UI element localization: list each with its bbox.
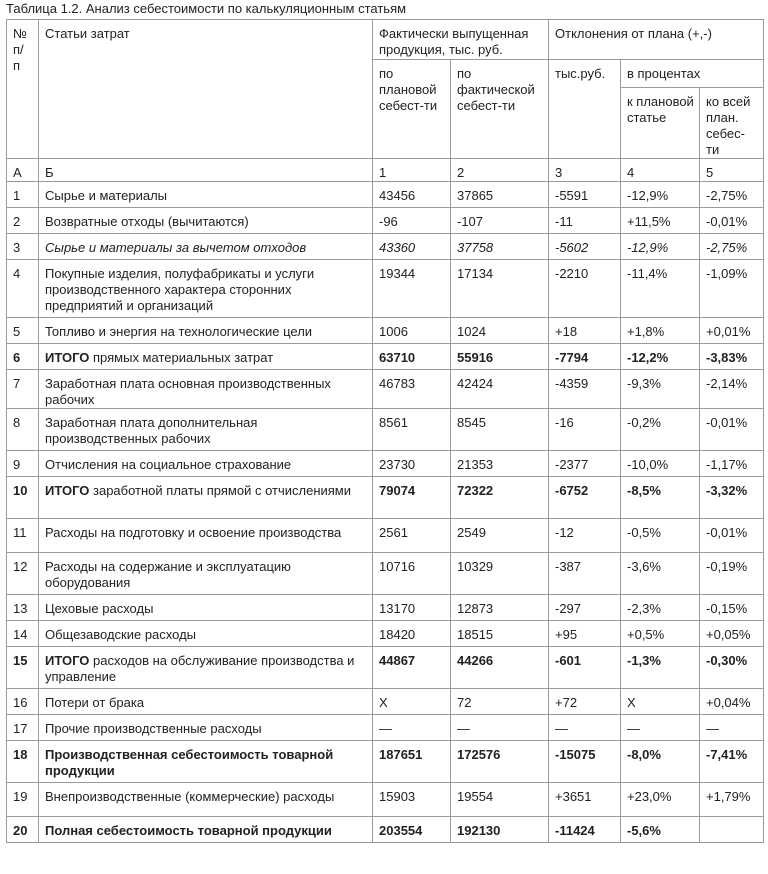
value-by-plan: 44867 xyxy=(373,647,451,689)
value-by-fact: 2549 xyxy=(451,519,549,553)
index-cell: 3 xyxy=(549,159,621,182)
row-number: 5 xyxy=(7,318,39,344)
deviation-pct-item: -12,2% xyxy=(621,344,700,370)
value-by-fact: 12873 xyxy=(451,595,549,621)
value-by-plan: 13170 xyxy=(373,595,451,621)
deviation-pct-item: +23,0% xyxy=(621,783,700,817)
cost-item-text: Покупные изделия, полуфабрикаты и услуги производственного характера сторонних предприятий и организаций xyxy=(45,266,315,313)
table-row xyxy=(7,689,764,715)
deviation-pct-total: +0,01% xyxy=(700,318,764,344)
value-by-fact: 42424 xyxy=(451,370,549,409)
cost-item-text: Внепроизводственные (коммерческие) расходы xyxy=(45,789,335,804)
cost-item-name xyxy=(39,595,373,621)
total-prefix: ИТОГО xyxy=(45,350,90,365)
header-to-plan-item: к плановой статье xyxy=(621,88,700,159)
value-by-plan: 8561 xyxy=(373,409,451,451)
deviation-thous-rub: -4359 xyxy=(549,370,621,409)
value-by-plan: 46783 xyxy=(373,370,451,409)
deviation-pct-item: +1,8% xyxy=(621,318,700,344)
table-row xyxy=(7,595,764,621)
row-number: 1 xyxy=(7,182,39,208)
cost-item-name xyxy=(39,409,373,451)
cost-item-text: Производственная себестоимость товарной продукции xyxy=(45,747,334,778)
row-number: 7 xyxy=(7,370,39,409)
deviation-thous-rub: -11 xyxy=(549,208,621,234)
value-by-plan: 187651 xyxy=(373,741,451,783)
cost-item-name xyxy=(39,817,373,843)
value-by-fact: 55916 xyxy=(451,344,549,370)
row-number: 15 xyxy=(7,647,39,689)
cost-item-name xyxy=(39,182,373,208)
table-row xyxy=(7,621,764,647)
deviation-pct-total: +1,79% xyxy=(700,783,764,817)
cost-item-name xyxy=(39,621,373,647)
value-by-plan: 2561 xyxy=(373,519,451,553)
deviation-thous-rub: +95 xyxy=(549,621,621,647)
table-row xyxy=(7,553,764,595)
deviation-pct-total: — xyxy=(700,715,764,741)
table-row xyxy=(7,234,764,260)
total-prefix: ИТОГО xyxy=(45,483,90,498)
deviation-thous-rub: -297 xyxy=(549,595,621,621)
cost-item-text: Заработная плата основная производственных рабочих xyxy=(45,376,331,407)
deviation-pct-item: +11,5% xyxy=(621,208,700,234)
index-cell: 4 xyxy=(621,159,700,182)
row-number: 18 xyxy=(7,741,39,783)
deviation-pct-total: -2,75% xyxy=(700,234,764,260)
header-row-1 xyxy=(7,20,764,60)
cost-item-name xyxy=(39,477,373,519)
cost-item-name xyxy=(39,647,373,689)
table-caption: Таблица 1.2. Анализ себестоимости по калькуляционным статьям xyxy=(6,1,407,16)
row-number: 20 xyxy=(7,817,39,843)
deviation-pct-item: — xyxy=(621,715,700,741)
value-by-plan: X xyxy=(373,689,451,715)
deviation-thous-rub: -5591 xyxy=(549,182,621,208)
deviation-pct-item: -11,4% xyxy=(621,260,700,318)
deviation-thous-rub: -2377 xyxy=(549,451,621,477)
row-number: 17 xyxy=(7,715,39,741)
deviation-thous-rub: -11424 xyxy=(549,817,621,843)
deviation-thous-rub: +3651 xyxy=(549,783,621,817)
deviation-pct-item: -0,5% xyxy=(621,519,700,553)
value-by-plan: 43456 xyxy=(373,182,451,208)
value-by-plan: 63710 xyxy=(373,344,451,370)
deviation-pct-total: -2,75% xyxy=(700,182,764,208)
table-row xyxy=(7,477,764,519)
row-number: 2 xyxy=(7,208,39,234)
index-cell: 1 xyxy=(373,159,451,182)
deviation-pct-total: -3,32% xyxy=(700,477,764,519)
value-by-fact: 18515 xyxy=(451,621,549,647)
header-deviation: Отклонения от плана (+,-) xyxy=(549,20,764,60)
row-number: 3 xyxy=(7,234,39,260)
index-row xyxy=(7,159,764,182)
deviation-pct-total: -1,17% xyxy=(700,451,764,477)
deviation-pct-total: -7,41% xyxy=(700,741,764,783)
cost-item-text: Общезаводские расходы xyxy=(45,627,197,642)
header-by-fact: по фактической себест-ти xyxy=(451,60,549,159)
deviation-thous-rub: +72 xyxy=(549,689,621,715)
value-by-fact: 72322 xyxy=(451,477,549,519)
cost-item-text: Потери от брака xyxy=(45,695,145,710)
table-row xyxy=(7,783,764,817)
deviation-pct-total: -0,30% xyxy=(700,647,764,689)
cost-item-text: Возвратные отходы (вычитаются) xyxy=(45,214,249,229)
row-number: 9 xyxy=(7,451,39,477)
cost-item-text: Топливо и энергия на технологические цели xyxy=(45,324,313,339)
deviation-pct-total: -0,19% xyxy=(700,553,764,595)
value-by-plan: 19344 xyxy=(373,260,451,318)
deviation-thous-rub: -387 xyxy=(549,553,621,595)
deviation-pct-total: +0,05% xyxy=(700,621,764,647)
value-by-plan: -96 xyxy=(373,208,451,234)
header-actual: Фактически выпущенная продукция, тыс. руб. xyxy=(373,20,549,60)
value-by-fact: — xyxy=(451,715,549,741)
row-number: 8 xyxy=(7,409,39,451)
table-row xyxy=(7,647,764,689)
value-by-plan: 15903 xyxy=(373,783,451,817)
deviation-pct-total xyxy=(700,817,764,843)
value-by-fact: 1024 xyxy=(451,318,549,344)
deviation-pct-total: -1,09% xyxy=(700,260,764,318)
deviation-pct-item: -8,5% xyxy=(621,477,700,519)
deviation-pct-item: -1,3% xyxy=(621,647,700,689)
cost-item-name xyxy=(39,260,373,318)
table-row xyxy=(7,741,764,783)
header-by-plan: по плановой себест-ти xyxy=(373,60,451,159)
value-by-plan: 1006 xyxy=(373,318,451,344)
deviation-thous-rub: -6752 xyxy=(549,477,621,519)
deviation-pct-item: -9,3% xyxy=(621,370,700,409)
cost-item-name xyxy=(39,553,373,595)
cost-item-text: Сырье и материалы xyxy=(45,188,168,203)
table-row xyxy=(7,715,764,741)
deviation-pct-total: -0,01% xyxy=(700,208,764,234)
cost-item-text: расходов на обслуживание производства и управление xyxy=(45,653,355,684)
deviation-pct-total: -3,83% xyxy=(700,344,764,370)
header-to-total-plan: ко всей план. себес-ти xyxy=(700,88,764,159)
cost-item-name xyxy=(39,370,373,409)
deviation-pct-item: -10,0% xyxy=(621,451,700,477)
header-percent: в процентах xyxy=(621,60,764,88)
deviation-thous-rub: -5602 xyxy=(549,234,621,260)
table-row xyxy=(7,451,764,477)
cost-item-text: заработной платы прямой с отчислениями xyxy=(89,483,352,498)
cost-item-name xyxy=(39,715,373,741)
value-by-fact: -107 xyxy=(451,208,549,234)
deviation-pct-total: -0,01% xyxy=(700,519,764,553)
table-row xyxy=(7,817,764,843)
row-number: 6 xyxy=(7,344,39,370)
row-number: 16 xyxy=(7,689,39,715)
deviation-thous-rub: -2210 xyxy=(549,260,621,318)
value-by-fact: 37758 xyxy=(451,234,549,260)
value-by-plan: 79074 xyxy=(373,477,451,519)
deviation-pct-total: -0,01% xyxy=(700,409,764,451)
cost-item-name xyxy=(39,451,373,477)
table-row xyxy=(7,344,764,370)
value-by-plan: 203554 xyxy=(373,817,451,843)
row-number: 14 xyxy=(7,621,39,647)
index-cell: Б xyxy=(39,159,373,182)
value-by-fact: 21353 xyxy=(451,451,549,477)
deviation-thous-rub: -16 xyxy=(549,409,621,451)
deviation-thous-rub: — xyxy=(549,715,621,741)
cost-item-name xyxy=(39,208,373,234)
deviation-thous-rub: -7794 xyxy=(549,344,621,370)
table-row xyxy=(7,370,764,409)
deviation-pct-item: X xyxy=(621,689,700,715)
cost-item-name xyxy=(39,741,373,783)
deviation-thous-rub: -12 xyxy=(549,519,621,553)
deviation-pct-total: -2,14% xyxy=(700,370,764,409)
cost-item-text: Заработная плата дополнительная производственных рабочих xyxy=(45,415,258,446)
value-by-plan: 23730 xyxy=(373,451,451,477)
deviation-pct-item: -8,0% xyxy=(621,741,700,783)
deviation-pct-item: -12,9% xyxy=(621,182,700,208)
row-number: 10 xyxy=(7,477,39,519)
cost-item-name xyxy=(39,783,373,817)
cost-item-text: Сырье и материалы за вычетом отходов xyxy=(45,240,307,255)
header-num: № п/ п xyxy=(7,20,39,159)
deviation-pct-item: -12,9% xyxy=(621,234,700,260)
table-row xyxy=(7,409,764,451)
cost-item-text: Цеховые расходы xyxy=(45,601,154,616)
cost-item-text: прямых материальных затрат xyxy=(89,350,274,365)
cost-analysis-table xyxy=(6,19,764,843)
value-by-plan: — xyxy=(373,715,451,741)
header-items: Статьи затрат xyxy=(39,20,373,159)
deviation-thous-rub: -601 xyxy=(549,647,621,689)
value-by-fact: 192130 xyxy=(451,817,549,843)
row-number: 12 xyxy=(7,553,39,595)
index-cell: 5 xyxy=(700,159,764,182)
row-number: 11 xyxy=(7,519,39,553)
deviation-pct-item: -5,6% xyxy=(621,817,700,843)
deviation-pct-item: -2,3% xyxy=(621,595,700,621)
deviation-pct-total: -0,15% xyxy=(700,595,764,621)
deviation-pct-total: +0,04% xyxy=(700,689,764,715)
cost-item-name xyxy=(39,519,373,553)
row-number: 19 xyxy=(7,783,39,817)
table-row xyxy=(7,260,764,318)
value-by-fact: 37865 xyxy=(451,182,549,208)
deviation-pct-item: -3,6% xyxy=(621,553,700,595)
cost-item-text: Прочие производственные расходы xyxy=(45,721,262,736)
cost-item-text: Отчисления на социальное страхование xyxy=(45,457,292,472)
table-row xyxy=(7,208,764,234)
deviation-pct-item: -0,2% xyxy=(621,409,700,451)
cost-item-text: Расходы на содержание и эксплуатацию оборудования xyxy=(45,559,291,590)
cost-item-name xyxy=(39,318,373,344)
row-number: 4 xyxy=(7,260,39,318)
row-number: 13 xyxy=(7,595,39,621)
table-row xyxy=(7,519,764,553)
value-by-plan: 10716 xyxy=(373,553,451,595)
value-by-fact: 19554 xyxy=(451,783,549,817)
header-thous-rub: тыс.руб. xyxy=(549,60,621,159)
cost-item-text: Расходы на подготовку и освоение производства xyxy=(45,525,342,540)
total-prefix: ИТОГО xyxy=(45,653,90,668)
cost-item-name xyxy=(39,689,373,715)
index-cell: А xyxy=(7,159,39,182)
deviation-pct-item: +0,5% xyxy=(621,621,700,647)
deviation-thous-rub: -15075 xyxy=(549,741,621,783)
cost-item-name xyxy=(39,344,373,370)
deviation-thous-rub: +18 xyxy=(549,318,621,344)
table-row xyxy=(7,318,764,344)
cost-item-text: Полная себестоимость товарной продукции xyxy=(45,823,332,838)
index-cell: 2 xyxy=(451,159,549,182)
cost-item-name xyxy=(39,234,373,260)
value-by-fact: 44266 xyxy=(451,647,549,689)
value-by-fact: 72 xyxy=(451,689,549,715)
value-by-fact: 10329 xyxy=(451,553,549,595)
value-by-fact: 17134 xyxy=(451,260,549,318)
value-by-fact: 172576 xyxy=(451,741,549,783)
value-by-fact: 8545 xyxy=(451,409,549,451)
value-by-plan: 18420 xyxy=(373,621,451,647)
table-row xyxy=(7,182,764,208)
value-by-plan: 43360 xyxy=(373,234,451,260)
